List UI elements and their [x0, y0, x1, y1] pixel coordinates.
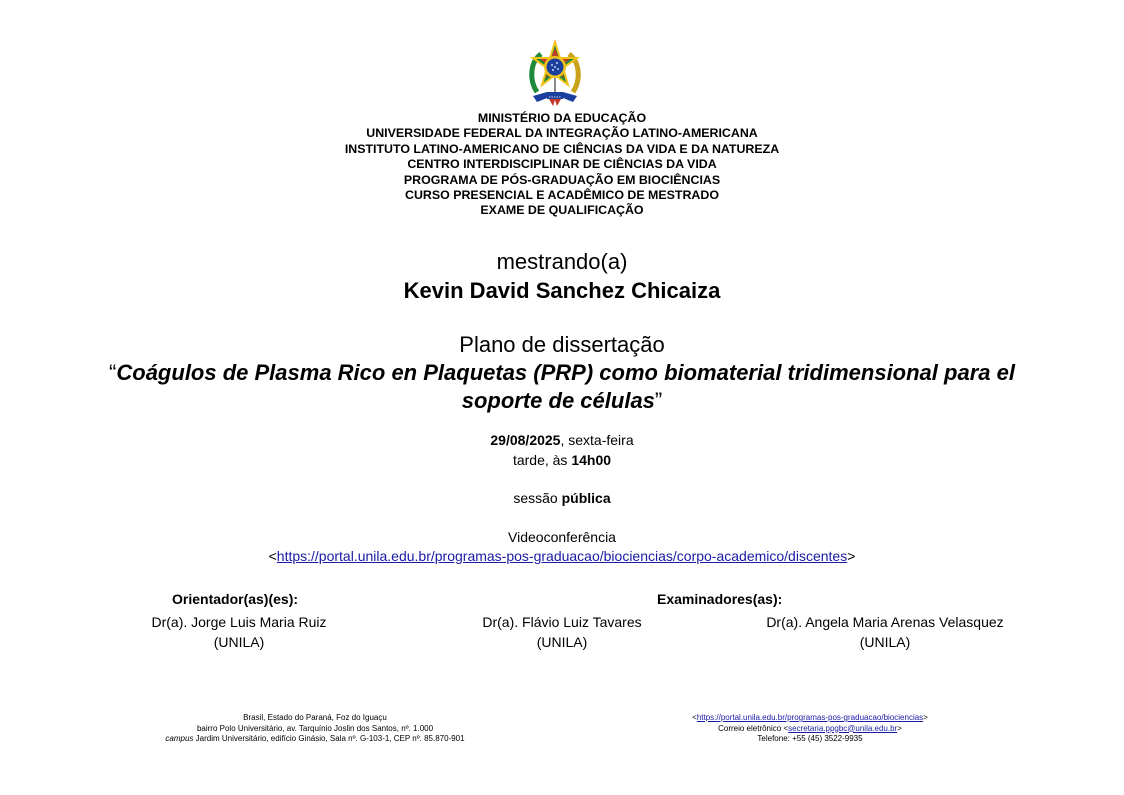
email-prefix: Correio eletrônico < [718, 723, 789, 733]
advisors-heading: Orientador(as)(es): [172, 591, 299, 607]
plan-label: Plano de dissertação [459, 332, 665, 357]
header-line-ministry: MINISTÉRIO DA EDUCAÇÃO [477, 111, 647, 125]
open-quote: “ [109, 360, 117, 385]
header-line-institute: INSTITUTO LATINO-AMERICANO DE CIÊNCIAS DA VIDA E DA NATUREZA [344, 141, 780, 156]
member-affiliation: (UNILA) [213, 634, 265, 650]
member-name: Dr(a). Angela Maria Arenas Velasquez [766, 614, 1004, 630]
footer-address [100, 713, 530, 745]
header-line-center: CENTRO INTERDISCIPLINAR DE CIÊNCIAS DA VIDA [407, 157, 717, 172]
link-open-bracket: < [268, 548, 277, 564]
close-quote: ” [654, 388, 663, 413]
header-line-course: CURSO PRESENCIAL E ACADÊMICO DE MESTRADO [405, 188, 719, 203]
footer-email-line [620, 724, 1000, 735]
footer-address-line3-rest: Jardim Universitário, edifício Ginásio, Sala nº. G-103-1, CEP nº. 85.870-901 [193, 734, 465, 743]
footer-phone: Telefone: +55 (45) 3522-9935 [757, 734, 863, 743]
member-affiliation: (UNILA) [536, 634, 588, 650]
institution-header [0, 111, 1124, 219]
committee-member [99, 612, 379, 652]
exam-time: 14h00 [571, 452, 612, 468]
email-suffix: > [897, 723, 902, 733]
committee-member [432, 612, 692, 652]
exam-period: tarde, às [512, 452, 572, 468]
footer-address-line1: Brasil, Estado do Paraná, Foz do Iguaçu [243, 713, 387, 722]
footer-address-line2: bairro Polo Universitário, av. Tarquínio Joslin dos Santos, nº. 1.000 [196, 723, 434, 733]
exam-weekday: , sexta-feira [560, 432, 634, 448]
member-affiliation: (UNILA) [859, 634, 911, 650]
venue-link-line [0, 546, 1124, 566]
header-line-exam: EXAME DE QUALIFICAÇÃO [480, 203, 644, 218]
student-name: Kevin David Sanchez Chicaiza [403, 278, 721, 303]
brazil-coat-of-arms-icon [527, 40, 583, 108]
session-type: pública [561, 490, 611, 506]
date-line [0, 430, 1124, 450]
footer-address-line3 [100, 734, 530, 745]
exam-date: 29/08/2025 [490, 432, 561, 448]
campus-word: campus [165, 734, 194, 743]
examiners-heading: Examinadores(as): [657, 591, 783, 607]
secretary-email-link[interactable]: secretaria.ppgbc@unila.edu.br [788, 723, 898, 733]
venue-label: Videoconferência [508, 529, 616, 545]
url-close-bracket: > [923, 713, 928, 722]
session-line [0, 488, 1124, 508]
member-name: Dr(a). Flávio Luiz Tavares [482, 614, 642, 630]
committee-member [735, 612, 1035, 652]
thesis-title [70, 359, 1054, 415]
footer-contact [620, 713, 1000, 745]
time-line [0, 450, 1124, 470]
url-open-bracket: < [692, 713, 697, 722]
program-website-link[interactable]: https://portal.unila.edu.br/programas-pos-graduacao/biociencias [696, 713, 924, 722]
student-role: mestrando(a) [496, 249, 628, 274]
member-name: Dr(a). Jorge Luis Maria Ruiz [151, 614, 327, 630]
header-line-university: UNIVERSIDADE FEDERAL DA INTEGRAÇÃO LATINO-AMERICANA [366, 126, 758, 141]
footer-url-line [620, 713, 1000, 724]
videoconference-link[interactable]: https://portal.unila.edu.br/programas-pos-graduacao/biociencias/corpo-academico/discentes [276, 548, 848, 564]
session-prefix: sessão [513, 490, 562, 506]
header-line-program: PROGRAMA DE PÓS-GRADUAÇÃO EM BIOCIÊNCIAS [403, 172, 721, 187]
thesis-title-text: Coágulos de Plasma Rico en Plaquetas (PRP) como biomaterial tridimensional para el soporte de células [116, 360, 1015, 413]
link-close-bracket: > [847, 548, 856, 564]
